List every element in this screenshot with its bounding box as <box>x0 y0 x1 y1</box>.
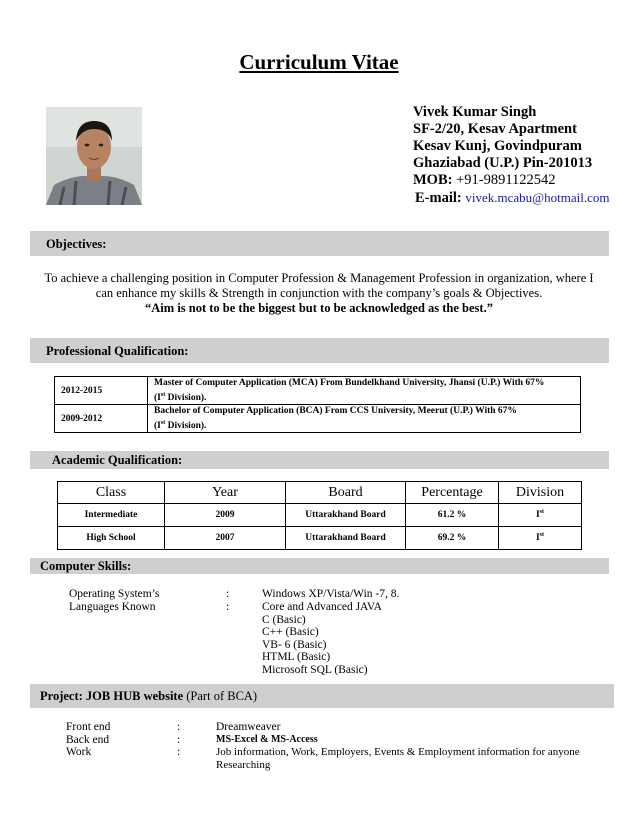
professional-heading: Professional Qualification: <box>46 344 189 358</box>
front-end-value: Dreamweaver <box>216 721 281 733</box>
pq-div-sup: st <box>160 420 166 427</box>
work-value-line-2: Researching <box>216 759 271 771</box>
pq-description <box>148 377 581 405</box>
computer-skills-bar <box>30 558 609 574</box>
pq-div-sup: st <box>160 392 166 398</box>
cell-year: 2007 <box>165 527 286 550</box>
col-year: Year <box>165 482 286 504</box>
division-sup: st <box>539 509 545 516</box>
contact-block <box>413 104 609 207</box>
language-item: C (Basic) <box>262 613 306 626</box>
objectives-bar <box>30 231 609 256</box>
project-bar <box>30 684 614 708</box>
cell-division <box>499 504 582 527</box>
cell-class: Intermediate <box>58 504 165 527</box>
back-end-label: Back end <box>66 734 110 746</box>
pq-div-suffix: Division). <box>165 421 207 432</box>
academic-table <box>57 481 582 550</box>
professional-table <box>54 376 581 433</box>
cv-title: Curriculum Vitae <box>239 50 399 74</box>
project-heading-part: (Part of BCA) <box>186 689 258 703</box>
division-sup: st <box>539 532 545 539</box>
pq-div-prefix: (I <box>154 421 161 432</box>
work-colon: : <box>177 746 181 758</box>
table-row <box>55 377 581 405</box>
pq-description <box>148 405 581 433</box>
language-item: C++ (Basic) <box>262 626 319 638</box>
pq-div-prefix: (I <box>154 393 161 404</box>
cell-percentage: 69.2 % <box>406 527 499 550</box>
mobile-line <box>413 172 609 189</box>
professional-bar <box>30 338 609 363</box>
cell-board: Uttarakhand Board <box>286 527 406 550</box>
cell-division <box>499 527 582 550</box>
project-heading <box>40 689 257 704</box>
objectives-line-1: To achieve a challenging position in Computer Profession & Management Profession in organization, where I <box>44 271 594 285</box>
candidate-name: Vivek Kumar Singh <box>413 104 537 120</box>
back-end-colon: : <box>177 734 181 746</box>
mobile-label: MOB: <box>413 172 453 188</box>
profile-photo <box>46 107 142 205</box>
objectives-heading: Objectives: <box>46 237 107 251</box>
table-header-row <box>58 482 582 504</box>
email-line <box>415 189 609 207</box>
division-text: I <box>535 533 540 544</box>
objectives-quote: “Aim is not to be the biggest but to be acknowledged as the best.” <box>145 301 493 315</box>
email-link[interactable]: vivek.mcabu@hotmail.com <box>465 190 610 205</box>
os-label: Operating System’s <box>69 588 160 600</box>
pq-desc-text: Bachelor of Computer Application (BCA) From CCS University, Meerut (U.P.) With 67% <box>154 406 517 417</box>
cell-class: High School <box>58 527 165 550</box>
objectives-text <box>30 271 608 316</box>
academic-heading: Academic Qualification: <box>52 453 183 467</box>
pq-div-suffix: Division). <box>165 393 207 404</box>
project-heading-bold: Project: JOB HUB website <box>40 689 184 703</box>
mobile-number: +91-9891122542 <box>456 172 556 188</box>
languages-colon: : <box>226 601 230 613</box>
computer-skills-heading: Computer Skills: <box>40 559 132 573</box>
language-item: Core and Advanced JAVA <box>262 601 382 613</box>
email-label: E-mail: <box>415 190 462 206</box>
cell-percentage: 61.2 % <box>406 504 499 527</box>
col-percentage: Percentage <box>406 482 499 504</box>
objectives-line-2: can enhance my skills & Strength in conjunction with the company’s goals & Objectives. <box>95 286 543 300</box>
languages-list <box>262 601 382 676</box>
address-line-1: SF-2/20, Kesav Apartment <box>413 121 577 137</box>
division-text: I <box>535 510 540 521</box>
cell-year: 2009 <box>165 504 286 527</box>
work-label: Work <box>66 746 92 758</box>
col-class: Class <box>58 482 165 504</box>
col-division: Division <box>499 482 582 504</box>
address-line-3: Ghaziabad (U.P.) Pin-201013 <box>413 155 593 171</box>
back-end-value: MS-Excel & MS-Access <box>216 734 318 745</box>
address-line-2: Kesav Kunj, Govindpuram <box>413 138 582 154</box>
pq-years: 2012-2015 <box>55 377 148 405</box>
language-item: HTML (Basic) <box>262 651 331 663</box>
table-row <box>55 405 581 433</box>
col-board: Board <box>286 482 406 504</box>
os-colon: : <box>226 588 230 600</box>
work-value: Job information, Work, Employers, Events & Employment information for anyone <box>216 746 580 758</box>
academic-bar <box>30 451 609 469</box>
language-item: VB- 6 (Basic) <box>262 638 327 651</box>
os-value: Windows XP/Vista/Win -7, 8. <box>262 588 400 600</box>
front-end-colon: : <box>177 721 181 733</box>
language-item: Microsoft SQL (Basic) <box>262 663 368 676</box>
table-row <box>58 527 582 550</box>
pq-desc-text: Master of Computer Application (MCA) From Bundelkhand University, Jhansi (U.P.) With 67% <box>154 378 545 388</box>
table-row <box>58 504 582 527</box>
pq-years: 2009-2012 <box>55 405 148 433</box>
languages-label: Languages Known <box>69 601 156 613</box>
front-end-label: Front end <box>66 721 111 733</box>
cell-board: Uttarakhand Board <box>286 504 406 527</box>
